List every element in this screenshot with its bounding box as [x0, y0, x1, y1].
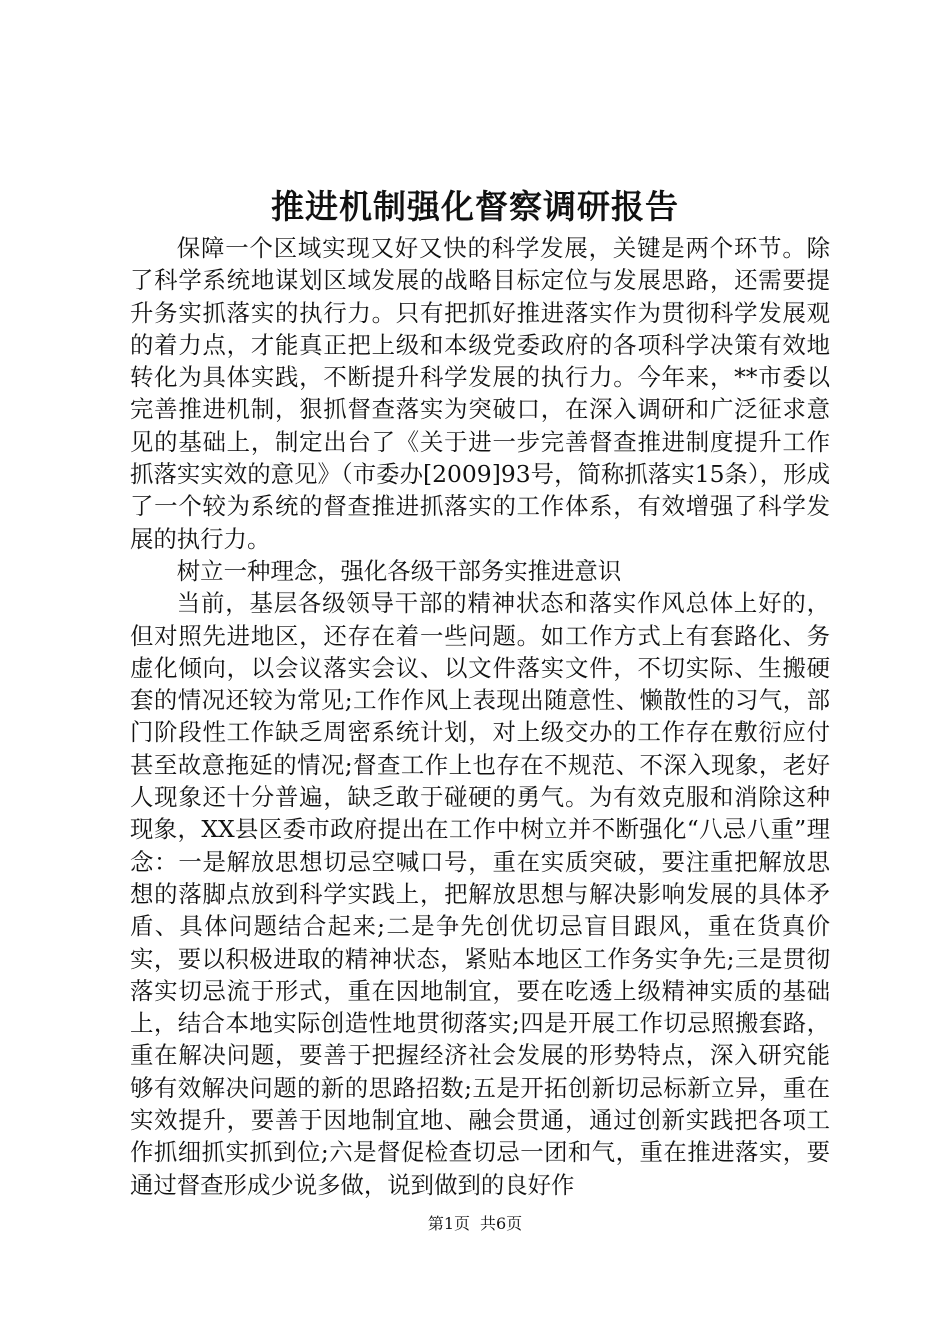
page-footer — [0, 1212, 950, 1236]
page-total: 共6页 — [480, 1214, 523, 1233]
page-number: 第1页 — [427, 1214, 470, 1233]
section-heading: 树立一种理念，强化各级干部务实推进意识 — [176, 556, 622, 585]
document-title: 推进机制强化督察调研报告 — [271, 187, 679, 226]
document-body — [130, 232, 830, 1201]
paragraph-intro: 保障一个区域实现又好又快的科学发展，关键是两个环节。除了科学系统地谋划区域发展的战略目标定位与发展思路，还需要提升务实抓落实的执行力。只有把抓好推进落实作为贯彻科学发展观的着力点，才能真正把上级和本级党委政府的各项科学决策有效地转化为具体实践，不断提升科学发展的执行力。今年来，**市委以完善推进机制，狠抓督查落实为突破口，在深入调研和广泛征求意见的基础上，制定出台了《关于进一步完善督查推进制度提升工作抓落实实效的意见》（市委办[2009]93号，简称抓落实15条），形成了一个较为系统的督查推进抓落实的工作体系，有效增强了科学发展的执行力。 — [130, 234, 830, 553]
paragraph-current-issues: 当前，基层各级领导干部的精神状态和落实作风总体上好的，但对照先进地区，还存在着一些问题。如工作方式上有套路化、务虚化倾向，以会议落实会议、以文件落实文件，不切实际、生搬硬套的情况还较为常见;工作作风上表现出随意性、懒散性的习气，部门阶段性工作缺乏周密系统计划，对上级交办的工作存在敷衍应付甚至故意拖延的情况;督查工作上也存在不规范、不深入现象，老好人现象还十分普遍，缺乏敢于碰硬的勇气。为有效克服和消除这种现象，XX县区委市政府提出在工作中树立并不断强化“八忌八重”理念：一是解放思想切忌空喊口号，重在实质突破，要注重把解放思想的落脚点放到科学实践上，把解放思想与解决影响发展的具体矛盾、具体问题结合起来;二是争先创优切忌盲目跟风，重在货真价实，要以积极进取的精神状态，紧贴本地区工作务实争先;三是贯彻落实切忌流于形式，重在因地制宜，要在吃透上级精神实质的基础上，结合本地实际创造性地贯彻落实;四是开展工作切忌照搬套路，重在解决问题，要善于把握经济社会发展的形势特点，深入研究能够有效解决问题的新的思路招数;五是开拓创新切忌标新立异，重在实效提升，要善于因地制宜地、融会贯通，通过创新实践把各项工作抓细抓实抓到位;六是督促检查切忌一团和气，重在推进落实，要通过督查形成少说多做，说到做到的良好作 — [130, 589, 830, 1199]
